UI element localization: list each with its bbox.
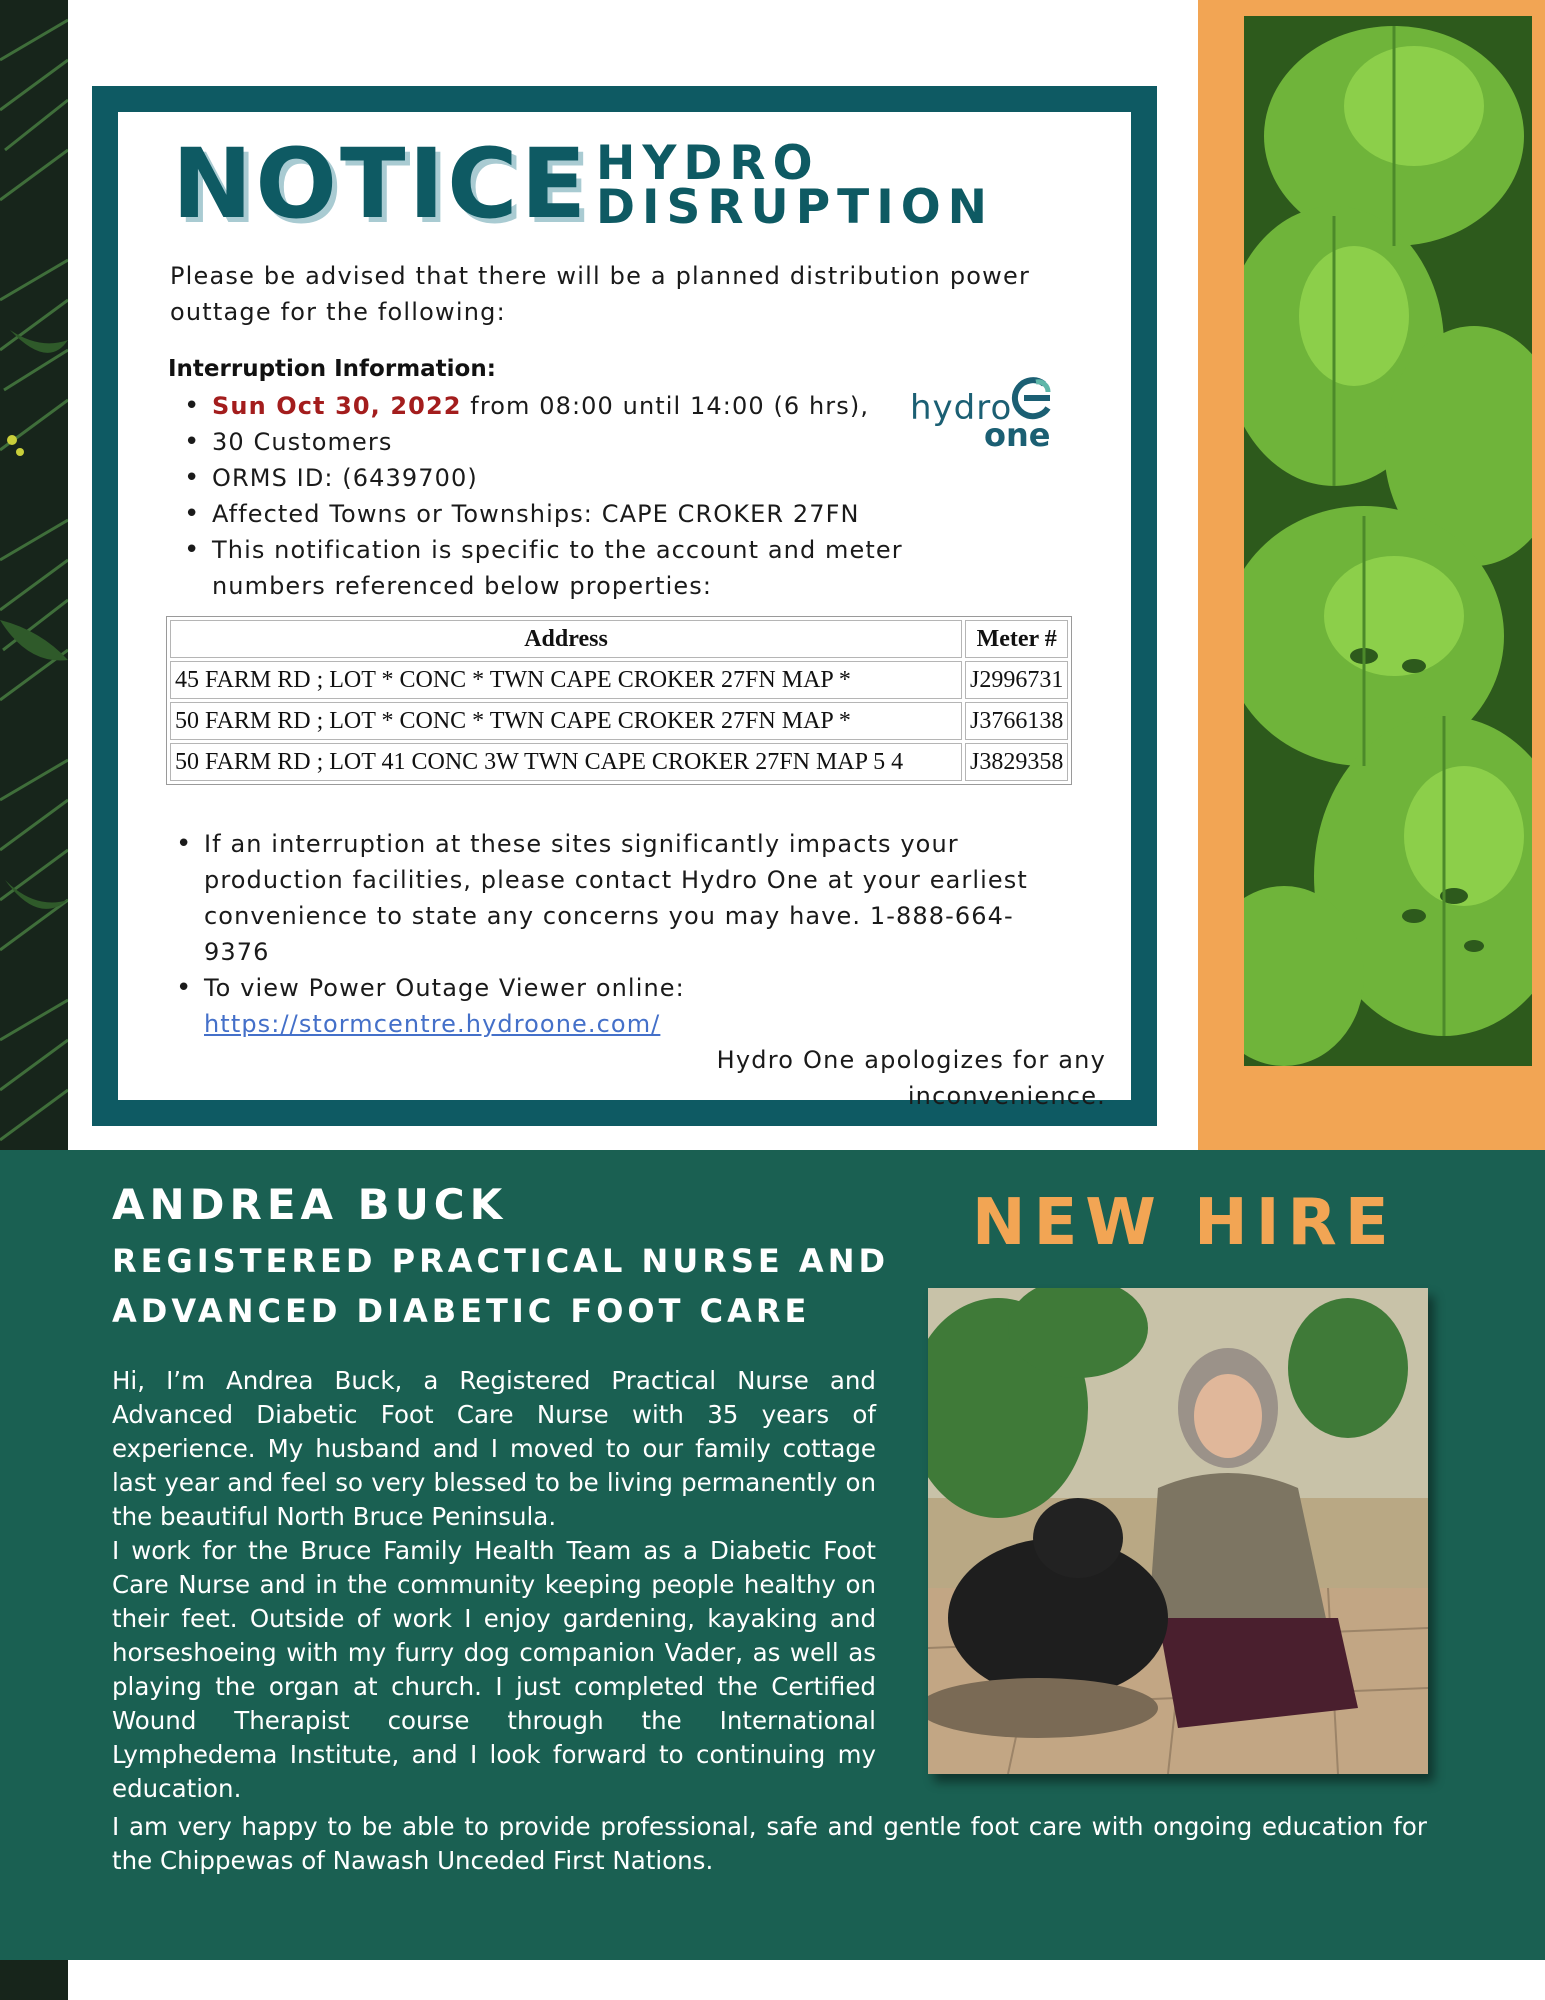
outage-time: from 08:00 until 14:00 (6 hrs), xyxy=(461,392,870,420)
table-row xyxy=(170,702,1068,740)
logo-text-one: one xyxy=(984,416,1051,454)
list-item xyxy=(180,388,1020,424)
meter-header: Meter # xyxy=(965,620,1068,658)
tropical-leaf-decoration xyxy=(0,0,68,1150)
address-cell: 50 FARM RD ; LOT 41 CONC 3W TWN CAPE CROKER 27FN MAP 5 4 xyxy=(170,743,962,781)
apology-text: Hydro One apologizes for any inconvenience. xyxy=(716,1046,1106,1110)
employee-photo xyxy=(928,1288,1428,1774)
list-item: • If an interruption at these sites significantly impacts your production facilities, please contact Hydro One at your earliest convenience to state any concerns you may have. 1-888-664-9376 xyxy=(172,826,1072,970)
meter-cell: J2996731 xyxy=(965,661,1068,699)
viewer-text: To view Power Outage Viewer online: xyxy=(204,974,685,1002)
notice-subtitle xyxy=(596,136,994,235)
list-item xyxy=(172,970,1072,1042)
hydro-one-logo xyxy=(908,376,1058,456)
meter-cell: J3829358 xyxy=(965,743,1068,781)
list-item: • This notification is specific to the account and meter numbers referenced below properties: xyxy=(180,532,1020,604)
list-item: • Affected Towns or Townships: CAPE CROKER 27FN xyxy=(180,496,1020,532)
employee-bio xyxy=(112,1364,876,1806)
bio-paragraph: Hi, I’m Andrea Buck, a Registered Practical Nurse and Advanced Diabetic Foot Care Nurse with 35 years of experience. My husband and I moved to our family cottage last year and feel so very blessed to be living permanently on the beautiful North Bruce Peninsula. xyxy=(112,1366,876,1531)
new-hire-badge: NEW HIRE xyxy=(972,1186,1397,1260)
table-header-row xyxy=(170,620,1068,658)
address-cell: 45 FARM RD ; LOT * CONC * TWN CAPE CROKER 27FN MAP * xyxy=(170,661,962,699)
employee-name: ANDREA BUCK xyxy=(112,1180,508,1229)
table-row xyxy=(170,661,1068,699)
role-line2: ADVANCED DIABETIC FOOT CARE xyxy=(112,1292,811,1330)
power-outage-viewer-link[interactable]: https://stormcentre.hydroone.com/ xyxy=(204,1010,661,1038)
contact-list xyxy=(172,826,1072,1042)
notice-intro: Please be advised that there will be a planned distribution power outtage for the following: xyxy=(170,262,1031,326)
meter-table xyxy=(166,616,1072,785)
tropical-leaf-decoration-bottom xyxy=(0,1960,68,2000)
closing-statement: I am very happy to be able to provide professional, safe and gentle foot care with ongoing education for the Chippewas of Nawash Unceded First Nations. xyxy=(112,1812,1427,1875)
notice-subtitle-line2: DISRUPTION xyxy=(596,180,994,235)
address-header: Address xyxy=(170,620,962,658)
meter-cell: J3766138 xyxy=(965,702,1068,740)
list-item: • ORMS ID: (6439700) xyxy=(180,460,1020,496)
hydro-swirl-icon xyxy=(1004,376,1056,420)
notice-title: NOTICE xyxy=(172,128,590,240)
employee-role xyxy=(112,1236,912,1336)
interruption-list xyxy=(180,388,1020,604)
list-item: • 30 Customers xyxy=(180,424,1020,460)
role-line1: REGISTERED PRACTICAL NURSE AND xyxy=(112,1242,890,1280)
outage-date: Sun Oct 30, 2022 xyxy=(212,392,462,420)
logo-text-hydro: hydro xyxy=(910,388,1013,428)
address-cell: 50 FARM RD ; LOT * CONC * TWN CAPE CROKER 27FN MAP * xyxy=(170,702,962,740)
interruption-heading: Interruption Information: xyxy=(168,356,496,382)
notice-subtitle-line1: HYDRO xyxy=(596,136,820,191)
bio-paragraph: I work for the Bruce Family Health Team as a Diabetic Foot Care Nurse and in the community keeping people healthy on their feet. Outside of work I enjoy gardening, kayaking and horseshoeing with my furry dog companion Vader, as well as playing the organ at church. I just completed the Certified Wound Therapist course through the International Lymphedema Institute, and I look forward to continuing my education. xyxy=(112,1536,876,1803)
monstera-plant-photo xyxy=(1244,16,1532,1066)
table-row xyxy=(170,743,1068,781)
